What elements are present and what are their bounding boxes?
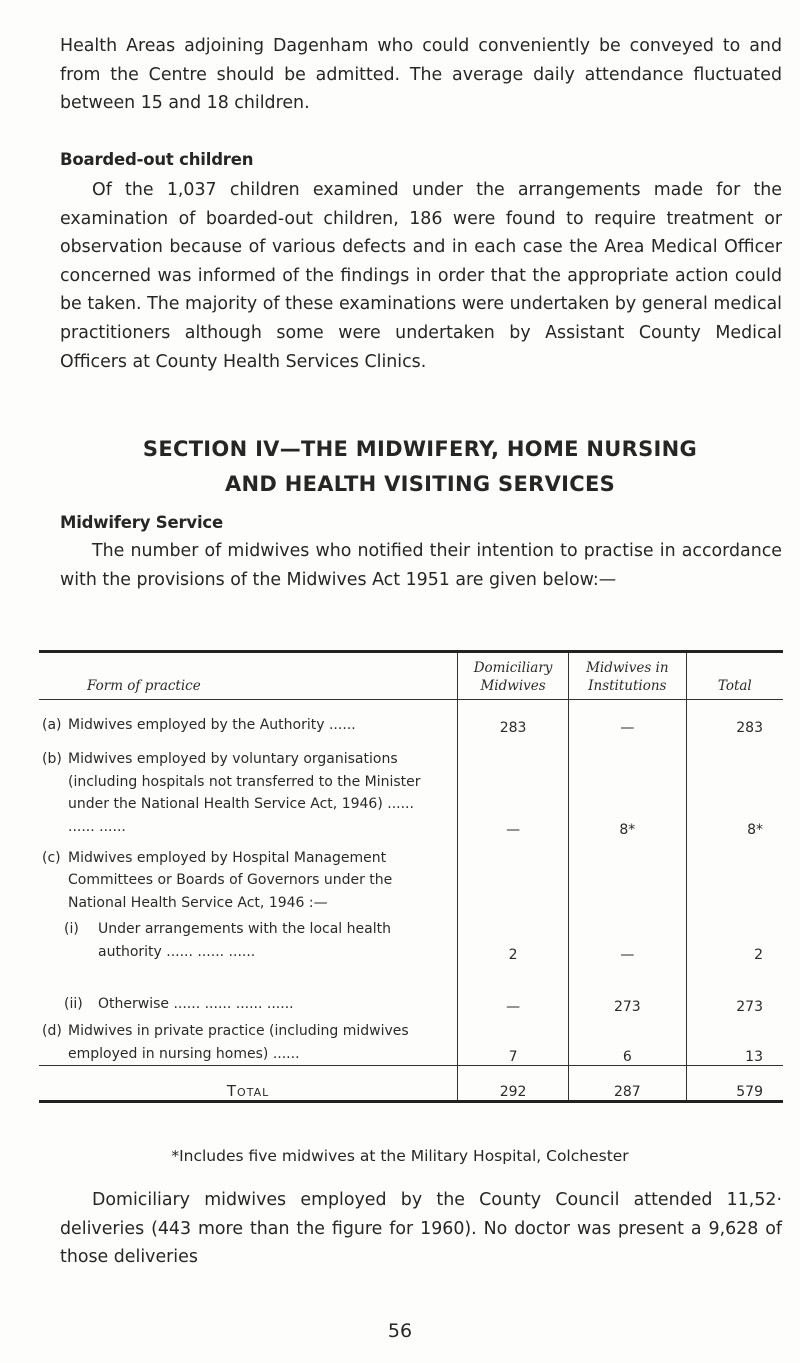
cell-institutions: — <box>569 838 687 963</box>
row-label: (d) <box>42 1023 62 1039</box>
section-title-line2: AND HEALTH VISITING SERVICES <box>224 472 616 496</box>
cell-domiciliary: 2 <box>458 838 569 963</box>
table-row <box>39 1015 783 1066</box>
header-midwives-in-institutions: Midwives in Institutions <box>569 652 687 700</box>
table-row <box>39 963 783 1015</box>
header-form-of-practice: Form of practice <box>39 652 458 700</box>
row-sub-label: (i) <box>64 921 79 937</box>
boarded-out-heading: Boarded-out children <box>60 150 254 169</box>
row-text: Midwives employed by voluntary organisations (including hospitals not transferred to the Minister under the National Health Service Act, 1946) ...... ...... ...... <box>68 751 421 835</box>
cell-institutions: 273 <box>569 963 687 1015</box>
row-text: Midwives employed by the Authority ...... <box>68 716 356 733</box>
table-header-row <box>39 652 783 700</box>
row-label: (a) <box>42 716 62 733</box>
table-footnote: *Includes five midwives at the Military Hospital, Colchester <box>171 1147 629 1165</box>
cell-domiciliary: 7 <box>458 1015 569 1066</box>
row-label: (ii) <box>64 995 83 1012</box>
total-label: Total <box>39 1066 458 1102</box>
intro-paragraph: Health Areas adjoining Dagenham who could conveniently be conveyed to and from the Centre should be admitted. The average daily attendance fluctuated between 15 and 18 children. <box>60 36 782 114</box>
total-total: 579 <box>686 1066 783 1102</box>
cell-total: 13 <box>686 1015 783 1066</box>
cell-domiciliary: — <box>458 736 569 838</box>
row-label: (c) <box>42 849 61 866</box>
table-row <box>39 736 783 838</box>
cell-institutions: — <box>569 700 687 737</box>
cell-institutions: 6 <box>569 1015 687 1066</box>
cell-institutions: 8* <box>569 736 687 838</box>
header-domiciliary-midwives: Domiciliary Midwives <box>458 652 569 700</box>
total-institutions: 287 <box>569 1066 687 1102</box>
row-text: Midwives in private practice (including midwives employed in nursing homes) ...... <box>68 1023 409 1062</box>
cell-total: 2 <box>686 838 783 963</box>
table-total-row <box>39 1066 783 1102</box>
cell-domiciliary: 283 <box>458 700 569 737</box>
section-title-line1: SECTION IV—THE MIDWIFERY, HOME NURSING <box>142 437 698 461</box>
midwives-table <box>39 650 783 1103</box>
table-row <box>39 700 783 737</box>
row-text: Otherwise ...... ...... ...... ...... <box>98 995 294 1012</box>
cell-domiciliary: — <box>458 963 569 1015</box>
cell-total: 273 <box>686 963 783 1015</box>
row-sub-text: Under arrangements with the local health authority ...... ...... ...... <box>98 921 391 960</box>
cell-total: 8* <box>686 736 783 838</box>
closing-paragraph: Domiciliary midwives employed by the County Council attended 11,52· deliveries (443 more than the figure for 1960). No doctor was present a 9,628 of those deliveries <box>60 1190 782 1268</box>
midwifery-heading: Midwifery Service <box>60 513 223 532</box>
row-text: Midwives employed by Hospital Management Committees or Boards of Governors under the National Health Service Act, 1946 :— <box>68 849 393 911</box>
table-row <box>39 838 783 963</box>
midwifery-paragraph: The number of midwives who notified their intention to practise in accordance with the provisions of the Midwives Act 1951 are given below:— <box>60 541 782 590</box>
header-total: Total <box>686 652 783 700</box>
page-number: 56 <box>387 1320 413 1342</box>
row-label: (b) <box>42 751 62 767</box>
cell-total: 283 <box>686 700 783 737</box>
boarded-out-paragraph: Of the 1,037 children examined under the arrangements made for the examination of boarded-out children, 186 were found to require treatment or observation because of various defects and in each case the Area Medical Officer concerned was informed of the findings in order that the appropriate action could be taken. The majority of these examinations were undertaken by general medical practitioners although some were undertaken by Assistant County Medical Officers at County Health Services Clinics. <box>60 180 782 372</box>
total-domiciliary: 292 <box>458 1066 569 1102</box>
